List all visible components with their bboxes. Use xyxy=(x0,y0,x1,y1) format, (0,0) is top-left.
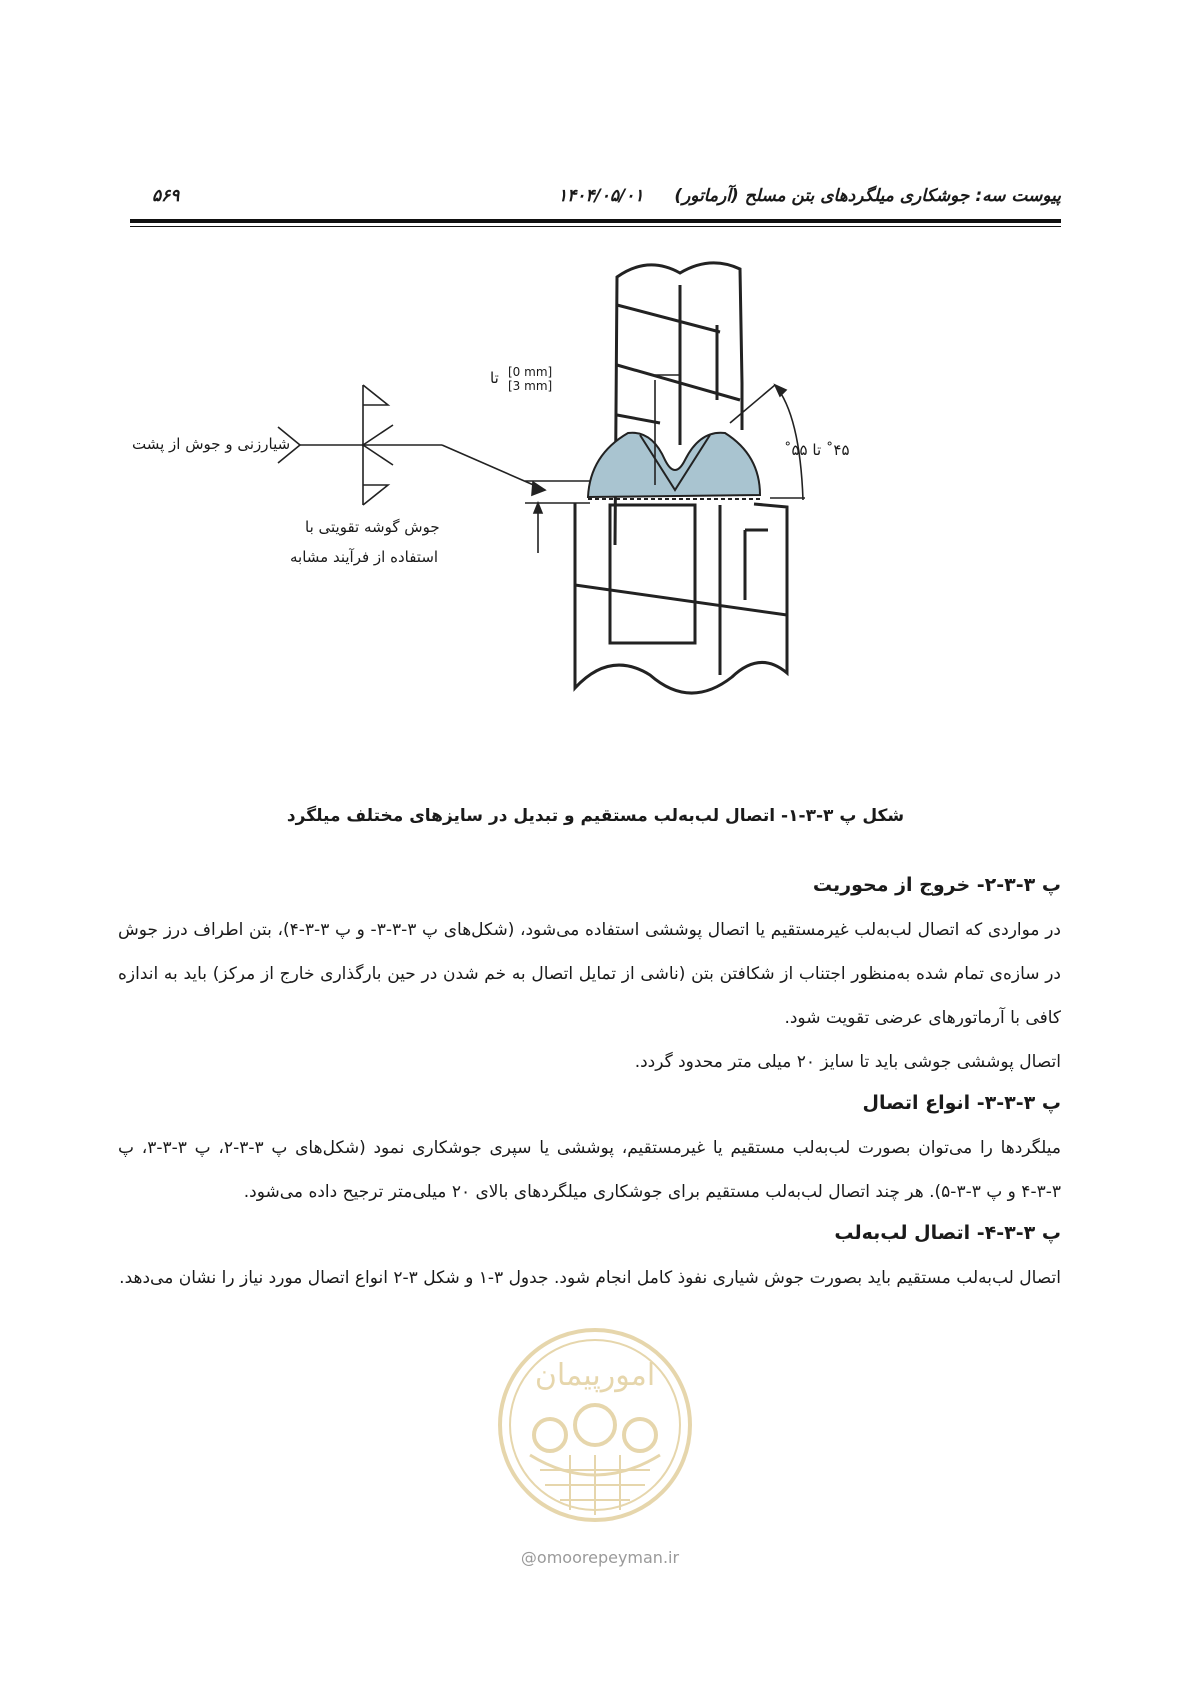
header-title: پیوست سه: جوشکاری میلگردهای بتن مسلح (آرماتور) xyxy=(674,186,1061,206)
gap-min-label: [0 mm] xyxy=(508,365,553,379)
section-heading-joint-types: پ ۳-۳-۳- انواع اتصال xyxy=(862,1092,1061,1114)
watermark-logo-text: امورپیمان xyxy=(534,1358,656,1393)
page-number: ۵۶۹ xyxy=(152,186,180,206)
body-content xyxy=(118,870,1061,1300)
figure-caption: شکل پ ۳-۳-۱- اتصال لب‌به‌لب مستقیم و تبدیل در سایزهای مختلف میلگرد xyxy=(286,806,905,826)
watermark-logo xyxy=(490,1305,700,1545)
section-butt-joint-paragraph: اتصال لب‌به‌لب مستقیم باید بصورت جوش شیاری نفوذ کامل انجام شود. جدول ۳-۱ و شکل ۳-۲ انواع اتصال مورد نیاز را نشان می‌دهد. xyxy=(119,1268,1061,1288)
reinforcing-fillet-label-line1: جوش گوشه تقویتی با xyxy=(305,518,440,536)
weld-symbol-label: شیارزنی و جوش از پشت xyxy=(132,435,291,453)
gap-max-label: [3 mm] xyxy=(508,379,553,393)
section-eccentricity-paragraph-1: در مواردی که اتصال لب‌به‌لب غیرمستقیم یا اتصال پوششی استفاده می‌شود، (شکل‌های پ ۳-۳-۳- و پ ۳-۳-۴)، بتن اطراف درز جوش در سازه‌ی تمام شده به‌منظور اجتناب از شکافتن بتن (ناشی از تمایل اتصال به خم شدن در حین بارگذاری خارج از مرکز) باید به اندازه کافی با آرماتورهای عرضی تقویت شود. xyxy=(118,920,1061,1028)
section-heading-eccentricity: پ ۳-۳-۲- خروج از محوریت xyxy=(812,874,1061,896)
watermark-website: @omoorepeyman.ir xyxy=(520,1548,680,1567)
header-rule-thick xyxy=(130,219,1061,223)
weld-joint-figure xyxy=(120,255,920,795)
gap-connector-label: تا xyxy=(490,369,499,387)
weld-joint-drawing xyxy=(120,255,920,795)
section-heading-butt-joint: پ ۳-۳-۴- اتصال لب‌به‌لب xyxy=(834,1222,1061,1244)
reinforcing-fillet-label-line2: استفاده از فرآیند مشابه xyxy=(290,548,439,566)
header-rule-thin xyxy=(130,226,1061,227)
header-date: ۱۴۰۴/۰۵/۰۱ xyxy=(558,186,644,206)
section-joint-types-paragraph: میلگردها را می‌توان بصورت لب‌به‌لب مستقیم یا غیرمستقیم، پوششی یا سپری جوشکاری نمود (شکل‌های پ ۳-۳-۲، پ ۳-۳-۳، پ ۳-۳-۴ و پ ۳-۳-۵). هر چند اتصال لب‌به‌لب مستقیم برای جوشکاری میلگردهای بالای ۲۰ میلی‌متر ترجیح داده می‌شود. xyxy=(118,1138,1061,1202)
watermark-seal-icon xyxy=(490,1305,700,1545)
page-header xyxy=(130,186,1061,216)
angle-label: ۴۵˚ تا ۵۵˚ xyxy=(784,441,850,459)
section-eccentricity-paragraph-2: اتصال پوششی جوشی باید تا سایز ۲۰ میلی متر محدود گردد. xyxy=(634,1052,1061,1072)
